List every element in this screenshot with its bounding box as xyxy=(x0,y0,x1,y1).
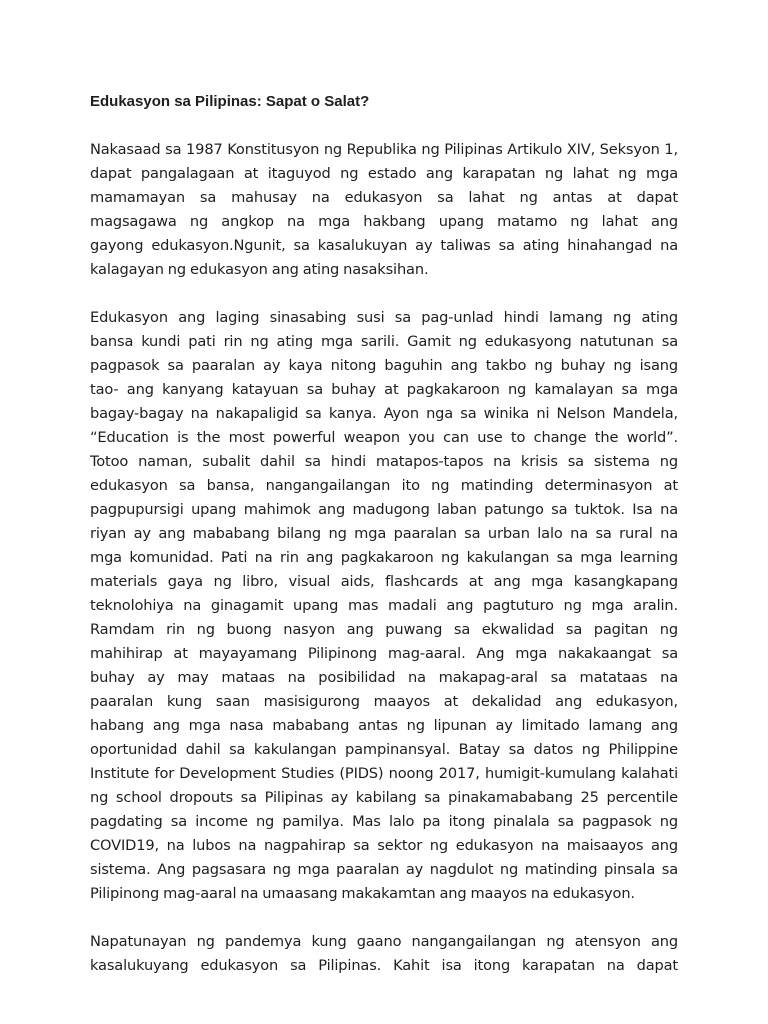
paragraph-line: Napatunayan ng pandemya kung gaano nangangailangan ng atensyon ang xyxy=(90,933,678,950)
paragraph-line: paaralan kung saan masisigurong maayos at dekalidad ang edukasyon, xyxy=(90,693,678,710)
paragraph-line: ng school dropouts sa Pilipinas ay kabilang sa pinakamababang 25 percentile xyxy=(90,789,678,806)
paragraph-line: pagpupursigi upang mahimok ang madugong laban patungo sa tuktok. Isa na xyxy=(90,501,678,518)
paragraph-line: mamamayan sa mahusay na edukasyon sa lahat ng antas at dapat xyxy=(90,189,678,206)
paragraph-line: pagpasok sa paaralan ay kaya nitong baguhin ang takbo ng buhay ng isang xyxy=(90,357,678,374)
paragraph-line: oportunidad dahil sa kakulangan pampinansyal. Batay sa datos ng Philippine xyxy=(90,741,678,758)
paragraph-line: bansa kundi pati rin ng ating mga sarili. Gamit ng edukasyong natutunan sa xyxy=(90,333,678,350)
paragraph-line: dapat pangalagaan at itaguyod ng estado ang karapatan ng lahat ng mga xyxy=(90,165,678,182)
paragraph-line: Totoo naman, subalit dahil sa hindi matapos-tapos na krisis sa sistema ng xyxy=(90,453,678,470)
paragraph-line: buhay ay may mataas na posibilidad na makapag-aral sa matataas na xyxy=(90,669,678,686)
paragraph-line: mga komunidad. Pati na rin ang pagkakaroon ng kakulangan sa mga learning xyxy=(90,549,678,566)
paragraph-2 xyxy=(90,306,678,906)
paragraph-1 xyxy=(90,138,678,282)
paragraph-line: riyan ay ang mababang bilang ng mga paaralan sa urban lalo na sa rural na xyxy=(90,525,678,542)
paragraph-line: habang ang mga nasa mababang antas ng lipunan ay limitado lamang ang xyxy=(90,717,678,734)
paragraph-line: mahihirap at mayayamang Pilipinong mag-aaral. Ang mga nakakaangat sa xyxy=(90,645,678,662)
paragraph-line: bagay-bagay na nakapaligid sa kanya. Ayon nga sa winika ni Nelson Mandela, xyxy=(90,405,678,422)
paragraph-line: Edukasyon ang laging sinasabing susi sa pag-unlad hindi lamang ng ating xyxy=(90,309,678,326)
document-title: Edukasyon sa Pilipinas: Sapat o Salat? xyxy=(90,93,370,110)
paragraph-line: kasalukuyang edukasyon sa Pilipinas. Kahit isa itong karapatan na dapat xyxy=(90,957,678,974)
document-page xyxy=(90,90,678,978)
paragraph-line: gayong edukasyon.Ngunit, sa kasalukuyan ay taliwas sa ating hinahangad na xyxy=(90,237,678,254)
paragraph-line: teknolohiya na ginagamit upang mas madali ang pagtuturo ng mga aralin. xyxy=(90,597,678,614)
paragraph-line: Ramdam rin ng buong nasyon ang puwang sa ekwalidad sa pagitan ng xyxy=(90,621,678,638)
paragraph-line: COVID19, na lubos na nagpahirap sa sektor ng edukasyon na maisaayos ang xyxy=(90,837,678,854)
paragraph-3 xyxy=(90,930,678,978)
paragraph-line: edukasyon sa bansa, nangangailangan ito ng matinding determinasyon at xyxy=(90,477,678,494)
paragraph-line: pagdating sa income ng pamilya. Mas lalo pa itong pinalala sa pagpasok ng xyxy=(90,813,678,830)
paragraph-line: materials gaya ng libro, visual aids, flashcards at ang mga kasangkapang xyxy=(90,573,678,590)
paragraph-gap xyxy=(90,282,678,306)
paragraph-line: Institute for Development Studies (PIDS) noong 2017, humigit-kumulang kalahati xyxy=(90,765,678,782)
paragraph-line: tao- ang kanyang katayuan sa buhay at pagkakaroon ng kamalayan sa mga xyxy=(90,381,678,398)
paragraph-line: kalagayan ng edukasyon ang ating nasaksihan. xyxy=(90,261,429,278)
paragraph-line: magsagawa ng angkop na mga hakbang upang matamo ng lahat ang xyxy=(90,213,678,230)
paragraph-line: Nakasaad sa 1987 Konstitusyon ng Republika ng Pilipinas Artikulo XIV, Seksyon 1, xyxy=(90,141,678,158)
paragraph-gap xyxy=(90,906,678,930)
paragraph-line: Pilipinong mag-aaral na umaasang makakamtan ang maayos na edukasyon. xyxy=(90,885,635,902)
paragraph-line: “Education is the most powerful weapon you can use to change the world”. xyxy=(90,429,678,446)
paragraph-line: sistema. Ang pagsasara ng mga paaralan ay nagdulot ng matinding pinsala sa xyxy=(90,861,678,878)
